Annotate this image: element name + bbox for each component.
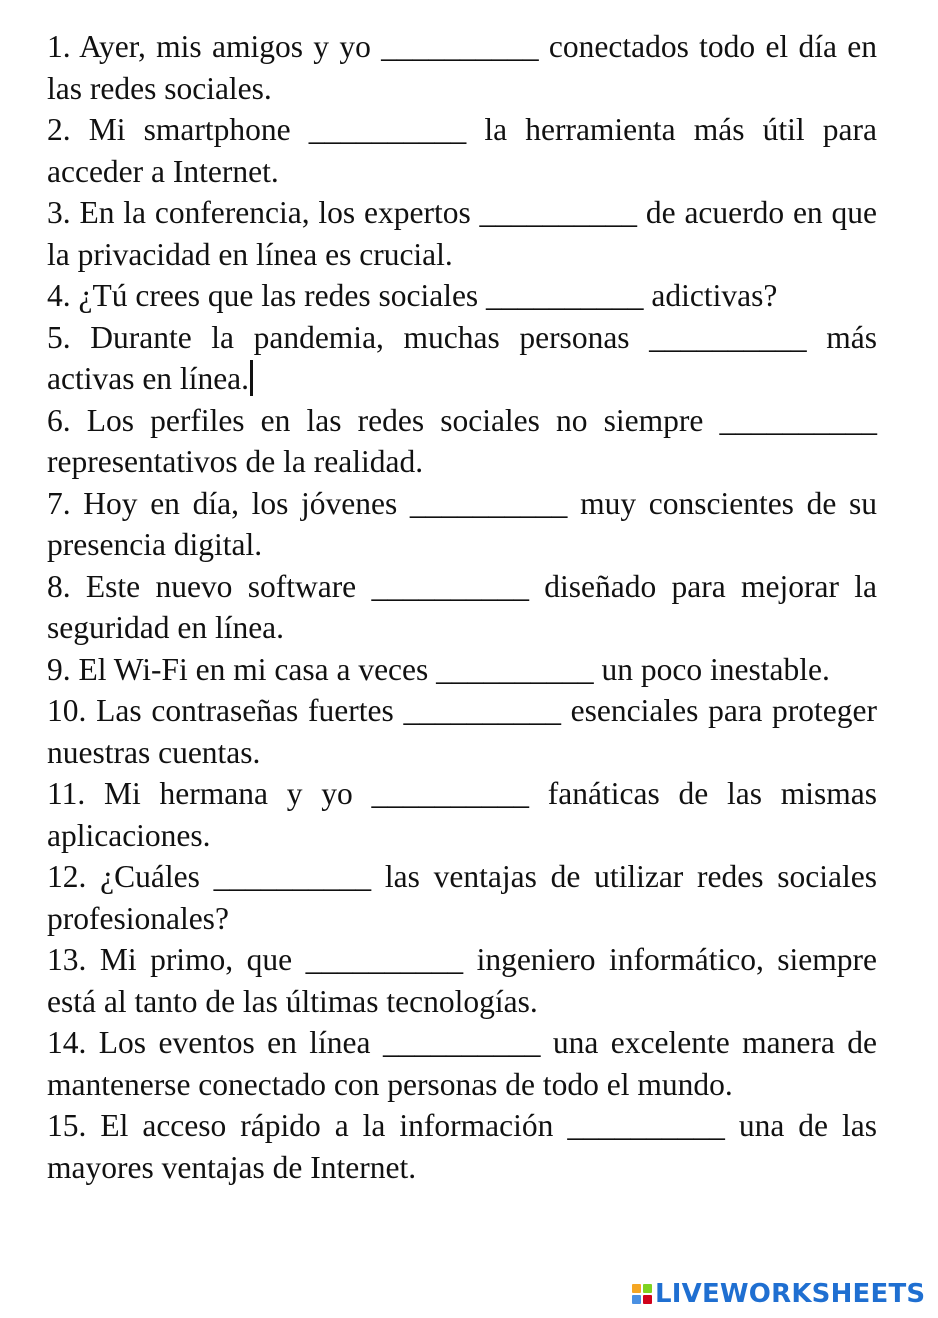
worksheet	[47, 26, 877, 1188]
question-5-text: 5. Durante la pandemia, muchas personas __________ más activas en línea.	[47, 319, 877, 396]
question-3: 3. En la conferencia, los expertos __________ de acuerdo en que la privacidad en línea es crucial.	[47, 195, 877, 272]
question-2: 2. Mi smartphone __________ la herramienta más útil para acceder a Internet.	[47, 112, 877, 189]
question-13: 13. Mi primo, que __________ ingeniero informático, siempre está al tanto de las últimas tecnologías.	[47, 942, 877, 1019]
question-9: 9. El Wi-Fi en mi casa a veces __________ un poco inestable.	[47, 651, 830, 687]
question-6: 6. Los perfiles en las redes sociales no siempre __________ representativos de la realidad.	[47, 402, 877, 479]
question-14: 14. Los eventos en línea __________ una excelente manera de mantenerse conectado con personas de todo el mundo.	[47, 1025, 877, 1102]
brand-mark-square-2	[643, 1284, 652, 1293]
question-5	[47, 317, 877, 400]
question-12: 12. ¿Cuáles __________ las ventajas de utilizar redes sociales profesionales?	[47, 859, 877, 936]
brand-mark-square-1	[632, 1284, 641, 1293]
question-1: 1. Ayer, mis amigos y yo __________ conectados todo el día en las redes sociales.	[47, 29, 877, 106]
question-10: 10. Las contraseñas fuertes __________ esenciales para proteger nuestras cuentas.	[47, 693, 877, 770]
question-8: 8. Este nuevo software __________ diseñado para mejorar la seguridad en línea.	[47, 568, 877, 645]
question-15: 15. El acceso rápido a la información __________ una de las mayores ventajas de Internet.	[47, 1108, 877, 1185]
brand-mark-icon	[632, 1284, 652, 1304]
brand-mark-square-4	[643, 1295, 652, 1304]
liveworksheets-logo	[632, 1280, 928, 1308]
question-4: 4. ¿Tú crees que las redes sociales __________ adictivas?	[47, 278, 778, 313]
brand-mark-square-3	[632, 1295, 641, 1304]
brand-text: LIVEWORKSHEETS	[655, 1279, 926, 1309]
text-cursor	[250, 360, 253, 396]
question-7: 7. Hoy en día, los jóvenes __________ muy conscientes de su presencia digital.	[47, 485, 877, 562]
question-11: 11. Mi hermana y yo __________ fanáticas de las mismas aplicaciones.	[47, 776, 877, 853]
